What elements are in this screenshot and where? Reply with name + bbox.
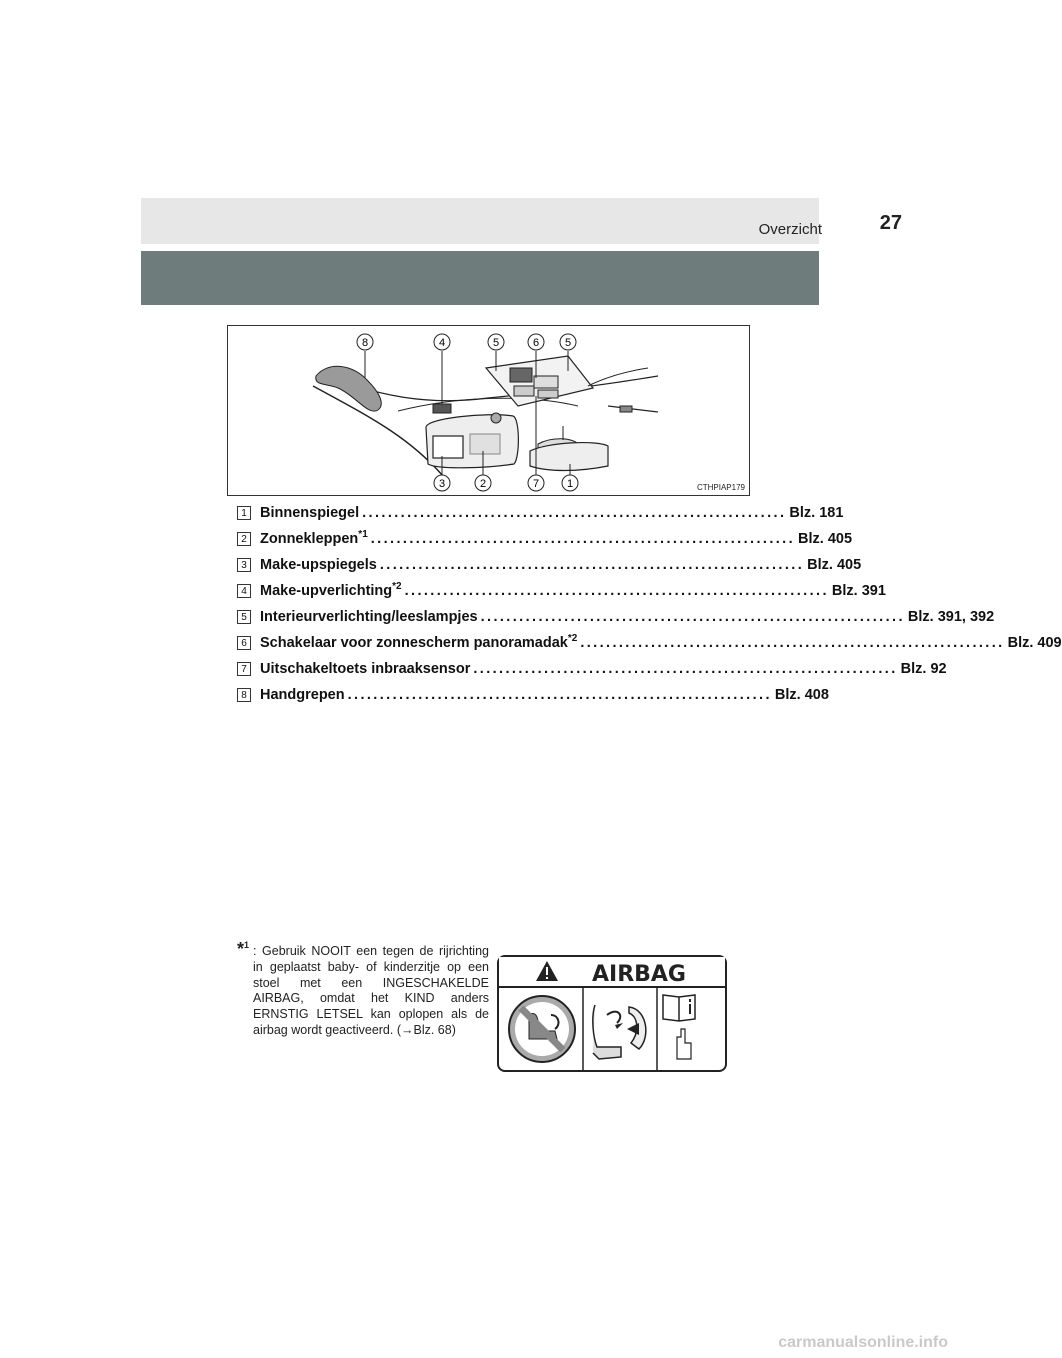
callout-number: 6 [532, 337, 540, 349]
legend-page-ref: Blz. 408 [774, 687, 829, 703]
legend-page-ref: Blz. 181 [789, 505, 844, 521]
header-bar [141, 198, 819, 244]
no-child-seat-icon [509, 996, 575, 1062]
legend-row [237, 500, 844, 526]
leader-dots: .................................................................. [370, 531, 796, 547]
footnote-text: : Gebruik NOOIT een tegen de rijrichting in geplaatst baby- of kinderzitje op een stoel met een INGESCHAKELDE AIRBAG, omdat het KIND anders ERNSTIG LETSEL kan oplopen als de airbag wordt geactiveerd. (→Blz. 68) [253, 944, 489, 1037]
legend-label: Handgrepen [260, 687, 345, 703]
legend-row [237, 604, 995, 630]
legend-label: Interieurverlichting/leeslampjes [260, 609, 478, 625]
legend-row [237, 656, 947, 682]
read-manual-icon [663, 995, 695, 1059]
legend-page-ref: Blz. 92 [900, 661, 947, 677]
leader-dots: .................................................................. [404, 583, 829, 599]
seat-airbag-icon [593, 1005, 646, 1059]
legend-sup: *2 [567, 633, 578, 645]
airbag-warning-graphic [499, 957, 725, 1070]
callout-number: 2 [479, 478, 487, 490]
leader-dots: .................................................................. [362, 505, 787, 521]
callout-number: 7 [532, 478, 540, 490]
watermark: carmanualsonline.info [778, 1334, 948, 1351]
ceiling-illustration [228, 326, 749, 495]
airbag-warning-label [497, 955, 727, 1072]
legend-number: 2 [237, 532, 251, 546]
section-title: Overzicht [758, 221, 822, 238]
legend-number: 8 [237, 688, 251, 702]
legend-sup: *1 [358, 529, 368, 541]
legend-row [237, 578, 886, 604]
leader-dots: .................................................................. [580, 635, 1005, 651]
leader-dots: .................................................................. [347, 687, 772, 703]
legend-row [237, 526, 853, 552]
callout-number: 8 [361, 337, 369, 349]
legend-label: Make-upspiegels [260, 557, 377, 573]
legend-label: Uitschakeltoets inbraaksensor [260, 661, 471, 677]
callout-number: 1 [566, 478, 574, 490]
legend-list [237, 500, 1062, 708]
callout-number: 3 [438, 478, 446, 490]
legend-label: Binnenspiegel [260, 505, 360, 521]
section-band [141, 251, 819, 305]
legend-row [237, 630, 1062, 656]
legend-page-ref: Blz. 409 [1007, 635, 1062, 651]
legend-number: 1 [237, 506, 251, 520]
legend-label: Make-upverlichting [260, 583, 393, 599]
legend-page-ref: Blz. 405 [798, 531, 853, 547]
legend-sup: *2 [392, 581, 402, 593]
leader-dots: .................................................................. [473, 661, 898, 677]
legend-number: 6 [237, 636, 251, 650]
legend-page-ref: Blz. 405 [807, 557, 862, 573]
legend-label: Schakelaar voor zonnescherm panoramadak [260, 635, 568, 651]
airbag-title: AIRBAG [591, 962, 687, 987]
legend-label: Zonnekleppen [260, 531, 359, 547]
footnote-marker: *$^1$ [237, 939, 250, 959]
callout-number: 5 [564, 337, 572, 349]
figure-code: CTHPIAP179 [696, 483, 745, 492]
legend-number: 3 [237, 558, 251, 572]
interior-ceiling-figure [227, 325, 750, 496]
legend-row [237, 552, 862, 578]
legend-number: 5 [237, 610, 251, 624]
leader-dots: .................................................................. [379, 557, 805, 573]
legend-number: 7 [237, 662, 251, 676]
legend-number: 4 [237, 584, 251, 598]
callout-number: 5 [492, 337, 500, 349]
footnote [237, 939, 489, 1039]
legend-page-ref: Blz. 391 [831, 583, 886, 599]
legend-row [237, 682, 829, 708]
leader-dots: .................................................................. [480, 609, 905, 625]
page-number: 27 [879, 212, 902, 234]
legend-page-ref: Blz. 391, 392 [907, 609, 995, 625]
callout-number: 4 [438, 337, 446, 349]
